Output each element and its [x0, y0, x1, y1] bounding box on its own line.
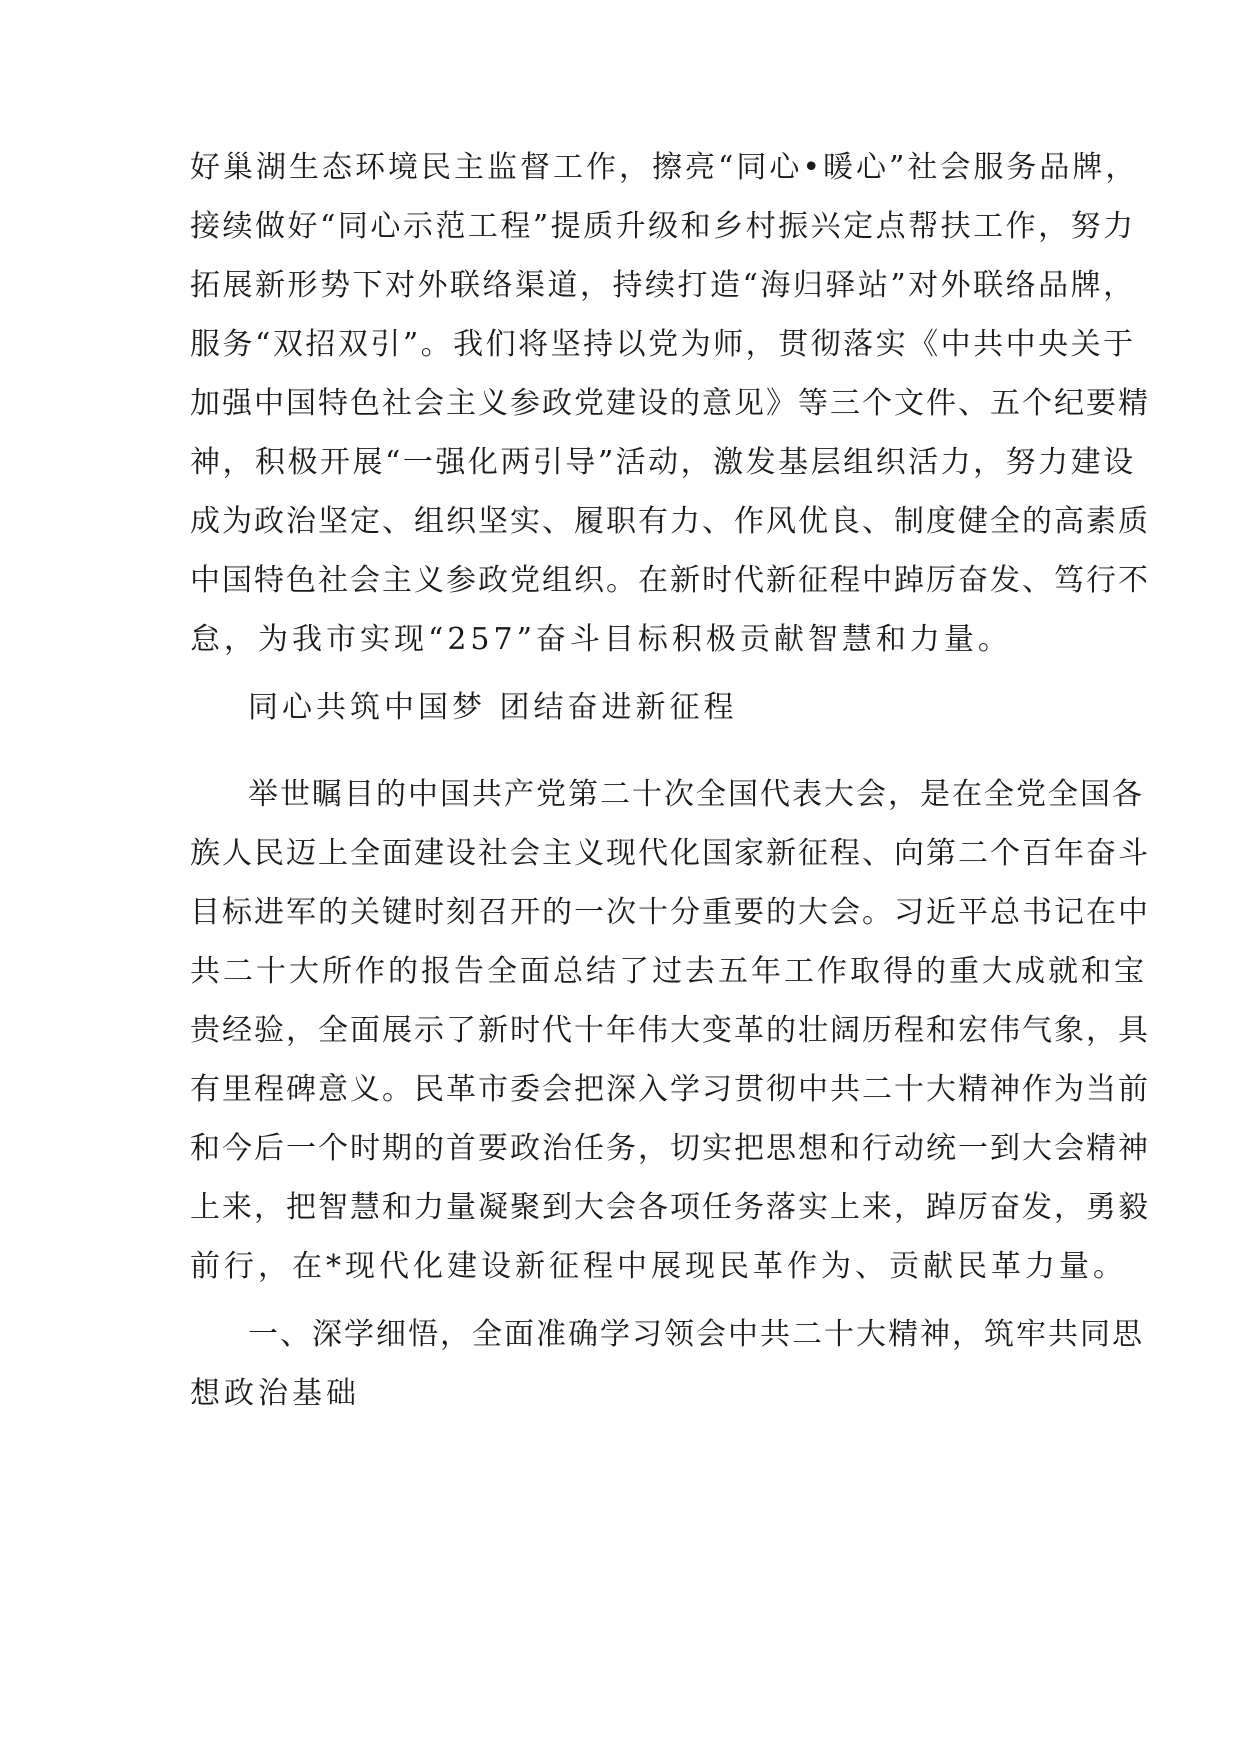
section-title: 同心共筑中国梦 团结奋进新征程 [248, 690, 738, 725]
heading-line: 一、深学细悟，全面准确学习领会中共二十大精神，筑牢共同思 [248, 1317, 1144, 1352]
paragraph-line: 目标进军的关键时刻召开的一次十分重要的大会。习近平总书记在中 [190, 895, 1150, 930]
paragraph-line: 中国特色社会主义参政党组织。在新时代新征程中踔厉奋发、笃行不 [190, 563, 1150, 598]
paragraph-line: 接续做好“同心示范工程”提质升级和乡村振兴定点帮扶工作，努力 [190, 209, 1136, 244]
paragraph-line: 贵经验，全面展示了新时代十年伟大变革的壮阔历程和宏伟气象，具 [190, 1013, 1150, 1048]
heading-line: 想政治基础 [190, 1376, 360, 1411]
paragraph-line: 举世瞩目的中国共产党第二十次全国代表大会，是在全党全国各 [248, 777, 1144, 812]
paragraph-line: 上来，把智慧和力量凝聚到大会各项任务落实上来，踔厉奋发，勇毅 [190, 1190, 1150, 1225]
paragraph-line: 怠，为我市实现“257”奋斗目标积极贡献智慧和力量。 [190, 622, 1012, 657]
paragraph-line: 族人民迈上全面建设社会主义现代化国家新征程、向第二个百年奋斗 [190, 836, 1150, 871]
paragraph-line: 服务“双招双引”。我们将坚持以党为师，贯彻落实《中共中央关于 [190, 327, 1136, 362]
paragraph-line: 和今后一个时期的首要政治任务，切实把思想和行动统一到大会精神 [190, 1131, 1150, 1166]
paragraph-line: 前行，在*现代化建设新征程中展现民革作为、贡献民革力量。 [190, 1249, 1127, 1284]
paragraph-line: 加强中国特色社会主义参政党建设的意见》等三个文件、五个纪要精 [190, 386, 1150, 421]
paragraph-line: 神，积极开展“一强化两引导”活动，激发基层组织活力，努力建设 [190, 445, 1136, 480]
paragraph-line: 有里程碑意义。民革市委会把深入学习贯彻中共二十大精神作为当前 [190, 1072, 1150, 1107]
paragraph-line: 成为政治坚定、组织坚实、履职有力、作风优良、制度健全的高素质 [190, 504, 1150, 539]
paragraph-line: 拓展新形势下对外联络渠道，持续打造“海归驿站”对外联络品牌， [190, 268, 1136, 303]
paragraph-line: 共二十大所作的报告全面总结了过去五年工作取得的重大成就和宝 [190, 954, 1147, 989]
paragraph-line: 好巢湖生态环境民主监督工作，擦亮“同心•暖心”社会服务品牌， [190, 150, 1139, 185]
